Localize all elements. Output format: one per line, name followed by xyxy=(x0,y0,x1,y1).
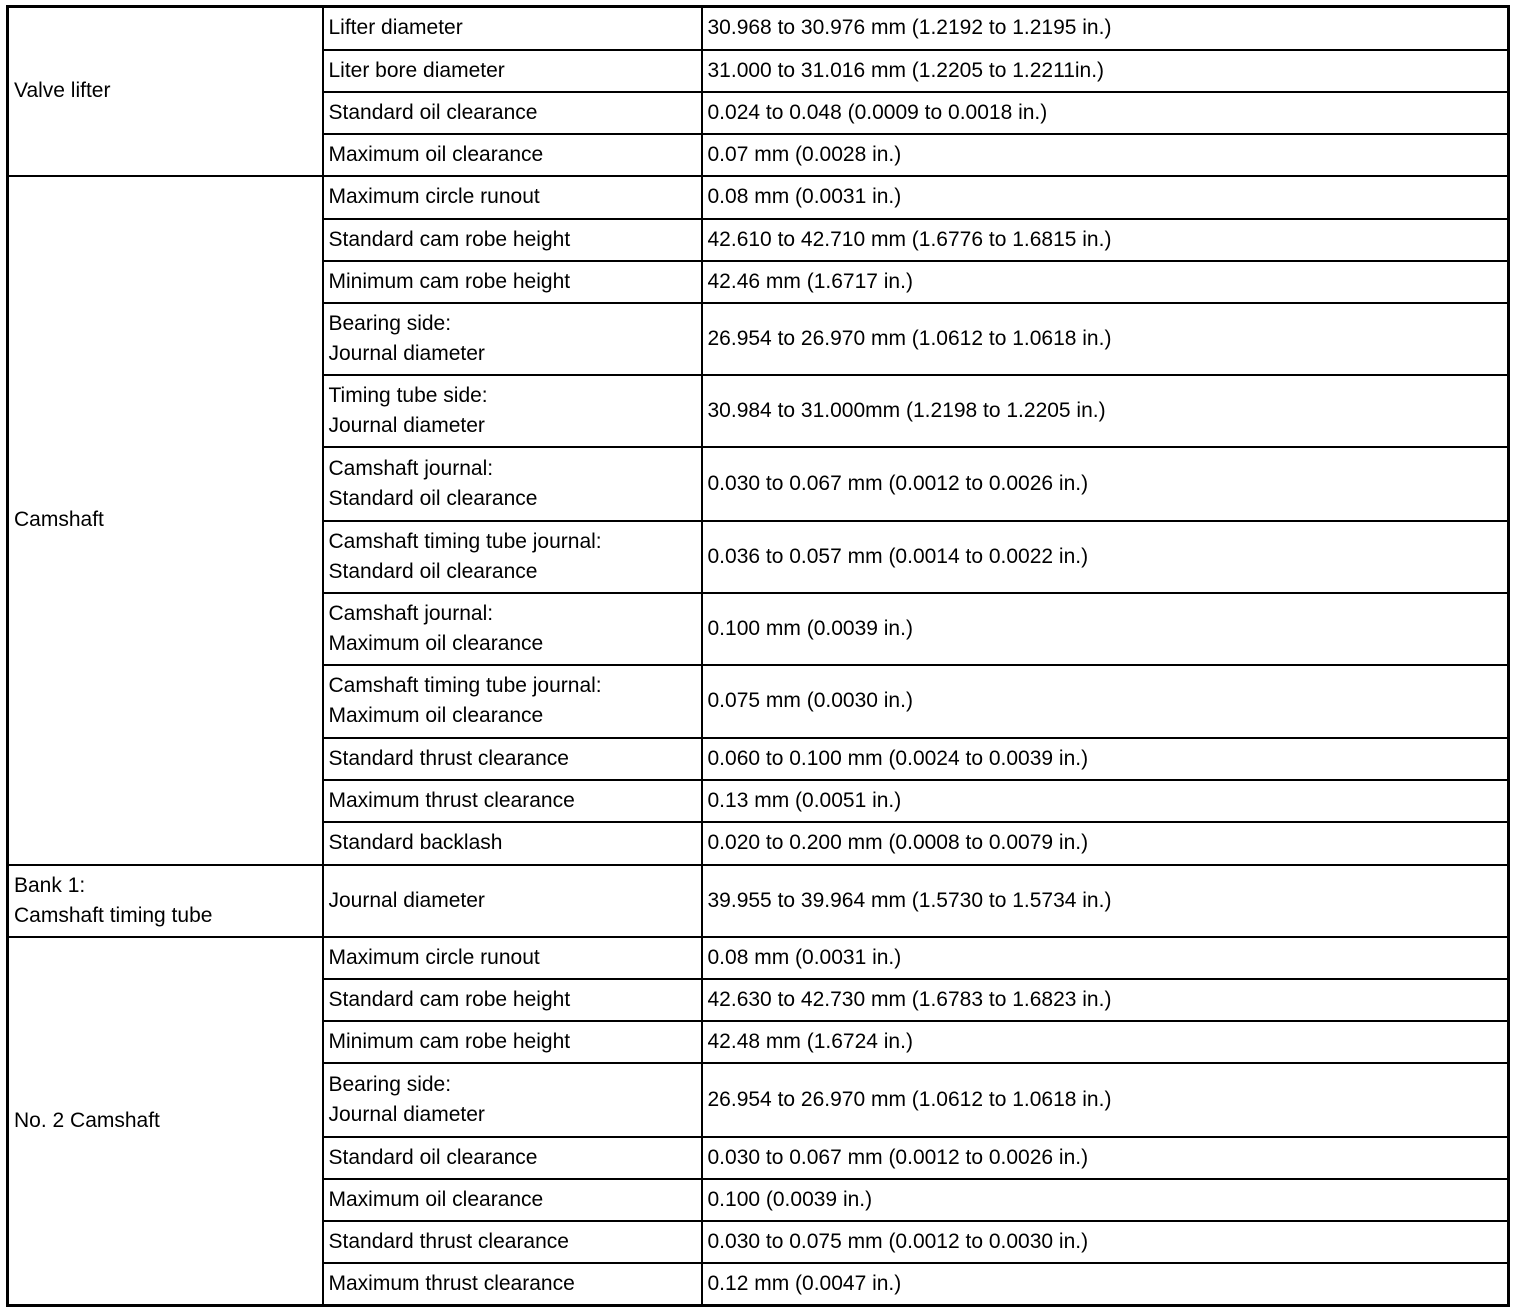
spec-label-cell: Lifter diameter xyxy=(323,7,702,50)
spec-label-cell: Standard oil clearance xyxy=(323,1137,702,1179)
spec-label-cell: Camshaft timing tube journal: Maximum oil clearance xyxy=(323,665,702,738)
component-name-cell: Bank 1: Camshaft timing tube xyxy=(8,865,323,937)
spec-value-cell: 30.984 to 31.000mm (1.2198 to 1.2205 in.) xyxy=(702,375,1509,447)
table-row xyxy=(8,865,1509,937)
spec-value-cell: 0.060 to 0.100 mm (0.0024 to 0.0039 in.) xyxy=(702,738,1509,780)
spec-label-cell: Camshaft journal: Maximum oil clearance xyxy=(323,593,702,665)
spec-table-body xyxy=(8,7,1509,1306)
spec-value-cell: 30.968 to 30.976 mm (1.2192 to 1.2195 in.) xyxy=(702,7,1509,50)
spec-value-cell: 42.46 mm (1.6717 in.) xyxy=(702,261,1509,303)
spec-value-cell: 0.12 mm (0.0047 in.) xyxy=(702,1263,1509,1306)
spec-value-cell: 0.020 to 0.200 mm (0.0008 to 0.0079 in.) xyxy=(702,822,1509,865)
spec-label-cell: Standard thrust clearance xyxy=(323,1221,702,1263)
spec-label-cell: Maximum thrust clearance xyxy=(323,1263,702,1306)
spec-value-cell: 0.030 to 0.067 mm (0.0012 to 0.0026 in.) xyxy=(702,1137,1509,1179)
spec-value-cell: 31.000 to 31.016 mm (1.2205 to 1.2211in.) xyxy=(702,50,1509,92)
spec-label-cell: Standard cam robe height xyxy=(323,979,702,1021)
spec-label-cell: Maximum oil clearance xyxy=(323,1179,702,1221)
spec-value-cell: 0.08 mm (0.0031 in.) xyxy=(702,176,1509,219)
spec-value-cell: 0.07 mm (0.0028 in.) xyxy=(702,134,1509,176)
table-row xyxy=(8,7,1509,50)
spec-label-cell: Standard backlash xyxy=(323,822,702,865)
spec-label-cell: Liter bore diameter xyxy=(323,50,702,92)
spec-label-cell: Minimum cam robe height xyxy=(323,1021,702,1063)
spec-value-cell: 39.955 to 39.964 mm (1.5730 to 1.5734 in.) xyxy=(702,865,1509,937)
spec-label-cell: Bearing side: Journal diameter xyxy=(323,1063,702,1137)
spec-table xyxy=(6,5,1510,1307)
spec-value-cell: 0.030 to 0.075 mm (0.0012 to 0.0030 in.) xyxy=(702,1221,1509,1263)
spec-value-cell: 0.13 mm (0.0051 in.) xyxy=(702,780,1509,822)
spec-value-cell: 0.100 mm (0.0039 in.) xyxy=(702,593,1509,665)
spec-value-cell: 42.610 to 42.710 mm (1.6776 to 1.6815 in.) xyxy=(702,219,1509,261)
spec-value-cell: 26.954 to 26.970 mm (1.0612 to 1.0618 in.) xyxy=(702,303,1509,375)
spec-label-cell: Standard cam robe height xyxy=(323,219,702,261)
component-name-cell: No. 2 Camshaft xyxy=(8,937,323,1306)
spec-label-cell: Camshaft journal: Standard oil clearance xyxy=(323,447,702,521)
spec-label-cell: Timing tube side: Journal diameter xyxy=(323,375,702,447)
spec-value-cell: 26.954 to 26.970 mm (1.0612 to 1.0618 in.) xyxy=(702,1063,1509,1137)
spec-value-cell: 0.036 to 0.057 mm (0.0014 to 0.0022 in.) xyxy=(702,521,1509,593)
table-row xyxy=(8,937,1509,979)
component-name-cell: Camshaft xyxy=(8,176,323,865)
spec-label-cell: Maximum circle runout xyxy=(323,176,702,219)
spec-value-cell: 42.630 to 42.730 mm (1.6783 to 1.6823 in.) xyxy=(702,979,1509,1021)
spec-label-cell: Journal diameter xyxy=(323,865,702,937)
spec-label-cell: Camshaft timing tube journal: Standard oil clearance xyxy=(323,521,702,593)
component-name-cell: Valve lifter xyxy=(8,7,323,176)
spec-label-cell: Maximum oil clearance xyxy=(323,134,702,176)
spec-value-cell: 0.075 mm (0.0030 in.) xyxy=(702,665,1509,738)
spec-label-cell: Minimum cam robe height xyxy=(323,261,702,303)
spec-label-cell: Maximum thrust clearance xyxy=(323,780,702,822)
spec-value-cell: 42.48 mm (1.6724 in.) xyxy=(702,1021,1509,1063)
table-row xyxy=(8,176,1509,219)
spec-label-cell: Bearing side: Journal diameter xyxy=(323,303,702,375)
spec-label-cell: Standard thrust clearance xyxy=(323,738,702,780)
spec-label-cell: Standard oil clearance xyxy=(323,92,702,134)
spec-value-cell: 0.030 to 0.067 mm (0.0012 to 0.0026 in.) xyxy=(702,447,1509,521)
spec-label-cell: Maximum circle runout xyxy=(323,937,702,979)
spec-value-cell: 0.08 mm (0.0031 in.) xyxy=(702,937,1509,979)
spec-value-cell: 0.100 (0.0039 in.) xyxy=(702,1179,1509,1221)
spec-value-cell: 0.024 to 0.048 (0.0009 to 0.0018 in.) xyxy=(702,92,1509,134)
